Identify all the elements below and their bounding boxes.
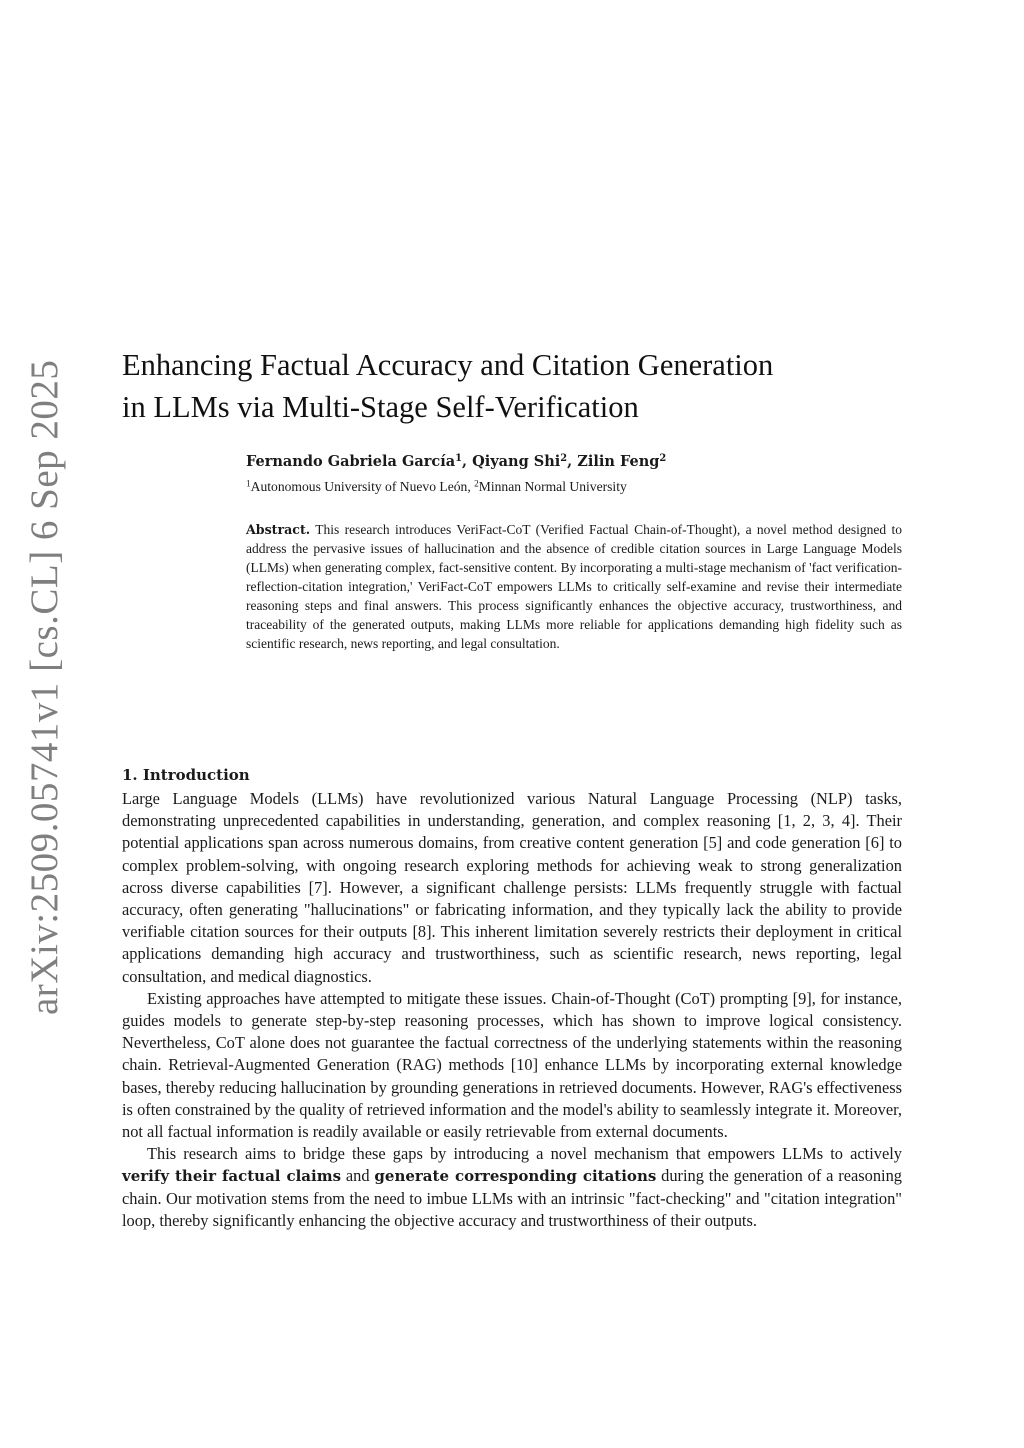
bold-phrase: verify their factual claims	[122, 1167, 342, 1186]
affiliation-name: Autonomous University of Nuevo León	[250, 479, 468, 494]
title-line-2: in LLMs via Multi-Stage Self-Verification	[122, 390, 639, 424]
affiliation-mark: 1	[246, 478, 251, 489]
bold-phrase: generate corresponding citations	[374, 1167, 657, 1186]
author-affiliation-mark: 2	[659, 453, 667, 465]
affiliation-separator: ,	[467, 479, 475, 494]
affiliation-mark: 2	[474, 478, 479, 489]
author-name: Zilin Feng	[577, 453, 660, 470]
arxiv-identifier-stamp: arXiv:2509.05741v1 [cs.CL] 6 Sep 2025	[23, 359, 66, 1015]
paragraph-text: during the generation of a reasoning chain. Our motivation stems from the need to imbue LLMs with an intrinsic "fact-checking" and "citation integration" loop, thereby significantly enhancing the objective accuracy and trustworthiness of their outputs.	[122, 1166, 902, 1230]
author-affiliation-mark: 2	[560, 453, 568, 465]
paragraph: Existing approaches have attempted to mitigate these issues. Chain-of-Thought (CoT) prompting [9], for instance, guides models to generate step-by-step reasoning processes, which has shown to improve logical consistency. Nevertheless, CoT alone does not guarantee the factual correctness of the underlying statements within the reasoning chain. Retrieval-Augmented Generation (RAG) methods [10] enhance LLMs by incorporating external knowledge bases, thereby reducing hallucination by grounding generations in retrieved documents. However, RAG's effectiveness is often constrained by the quality of retrieved information and the model's ability to seamlessly integrate it. Moreover, not all factual information is readily available or easily retrievable from external documents.	[122, 988, 902, 1142]
affiliation-list	[246, 479, 627, 495]
abstract	[246, 520, 902, 653]
introduction-body	[122, 788, 902, 1232]
affiliation-name: Minnan Normal University	[478, 479, 627, 494]
abstract-label: Abstract.	[246, 522, 311, 537]
author-name: Fernando Gabriela García	[246, 453, 456, 470]
section-heading: 1. Introduction	[122, 766, 250, 784]
author-name: Qiyang Shi	[472, 453, 561, 470]
paragraph-text: This research aims to bridge these gaps by introducing a novel mechanism that empowers LLMs to actively	[147, 1144, 902, 1164]
paragraph: Large Language Models (LLMs) have revolutionized various Natural Language Processing (NLP) tasks, demonstrating unprecedented capabilities in understanding, generation, and complex reasoning [1, 2, 3, 4]. Their potential applications span across numerous domains, from creative content generation [5] and code generation [6] to complex problem-solving, with ongoing research exploring methods for achieving weak to strong generalization across diverse capabilities [7]. However, a significant challenge persists: LLMs frequently struggle with factual accuracy, often generating "hallucinations" or fabricating information, and they typically lack the ability to provide verifiable citation sources for their outputs [8]. This inherent limitation severely restricts their deployment in critical applications demanding high accuracy and trustworthiness, such as scientific research, news reporting, legal consultation, and medical diagnostics.	[122, 789, 902, 986]
author-list	[246, 453, 666, 470]
author-affiliation-mark: 1	[455, 453, 462, 465]
paper-title	[122, 344, 922, 428]
title-line-1: Enhancing Factual Accuracy and Citation Generation	[122, 348, 774, 382]
author-separator: ,	[461, 453, 473, 470]
paragraph	[122, 1143, 902, 1232]
abstract-text: This research introduces VeriFact-CoT (Verified Factual Chain-of-Thought), a novel method designed to address the pervasive issues of hallucination and the absence of credible citation sources in Large Language Models (LLMs) when generating complex, fact-sensitive content. By incorporating a multi-stage mechanism of 'fact verification-reflection-citation integration,' VeriFact-CoT empowers LLMs to critically self-examine and revise their intermediate reasoning steps and final answers. This process significantly enhances the objective accuracy, trustworthiness, and traceability of the generated outputs, making LLMs more reliable for applications demanding high fidelity such as scientific research, news reporting, and legal consultation.	[246, 522, 902, 651]
paragraph-text: and	[341, 1166, 375, 1186]
author-separator: ,	[567, 453, 578, 470]
